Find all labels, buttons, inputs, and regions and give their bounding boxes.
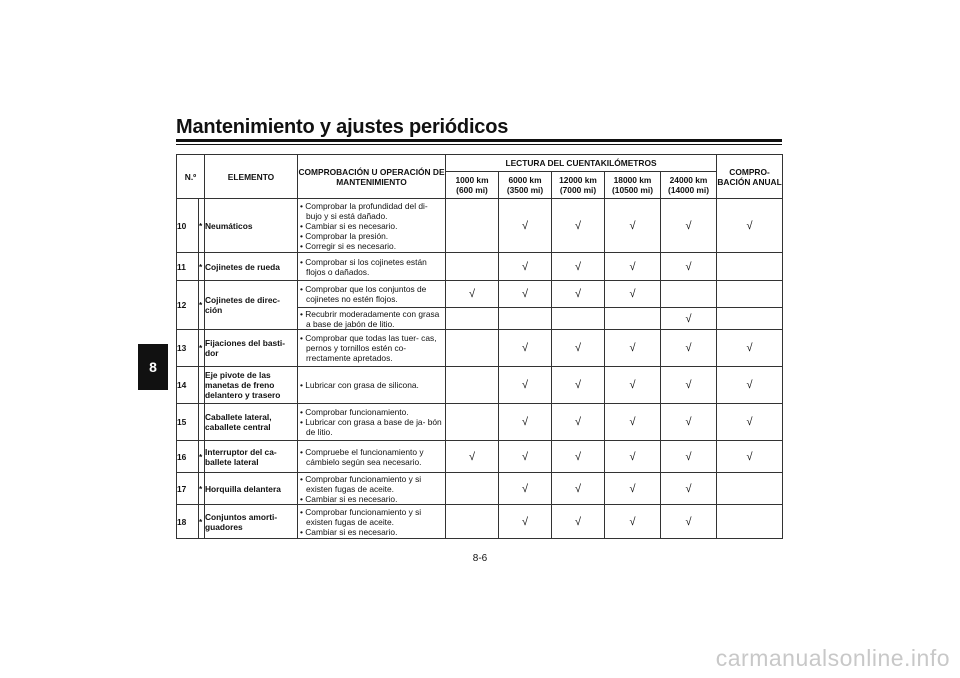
check-mark-cell [446,308,499,330]
row-number: 14 [177,367,199,404]
check-mark-cell: √ [605,367,661,404]
check-mark-cell: √ [717,404,783,441]
element-name: Fijaciones del basti- dor [205,330,298,367]
element-name: Neumáticos [205,199,298,253]
check-mark-cell [446,505,499,539]
operation-cell [298,441,446,473]
check-mark-cell: √ [499,473,552,505]
interval-mi: (600 mi) [456,185,488,195]
check-mark-cell: √ [605,473,661,505]
operation-cell [298,330,446,367]
row-number: 18 [177,505,199,539]
table-row [177,253,783,281]
check-mark-cell: √ [661,199,717,253]
check-mark-cell: √ [661,330,717,367]
check-mark-cell [499,308,552,330]
check-mark-cell [717,253,783,281]
check-mark-cell: √ [717,199,783,253]
operation-item: • Comprobar funcionamiento y si existen fugas de aceite. [300,473,422,494]
check-mark-cell: √ [661,473,717,505]
operation-list [298,507,445,537]
header-check: COMPROBACIÓN U OPERACIÓN DE MANTENIMIENTO [298,155,446,199]
asterisk-marker: * [199,505,205,539]
check-mark-cell: √ [661,404,717,441]
element-name: Horquilla delantera [205,473,298,505]
check-mark-cell [446,367,499,404]
check-mark-cell: √ [605,199,661,253]
operation-list [298,309,445,329]
title-rule-thin [176,144,782,145]
operation-list [298,447,445,467]
check-mark-cell: √ [499,505,552,539]
chapter-tab: 8 [138,344,168,390]
row-number: 17 [177,473,199,505]
operation-cell [298,199,446,253]
operation-cell [298,281,446,308]
maintenance-table [176,154,783,539]
operation-item: • Comprobar la presión. [300,230,389,241]
asterisk-marker: * [199,473,205,505]
check-mark-cell: √ [552,199,605,253]
row-number: 15 [177,404,199,441]
table-row [177,330,783,367]
watermark: carmanualsonline.info [715,645,950,671]
operation-list [298,474,445,504]
operation-cell [298,473,446,505]
operation-item: • Cambiar si es necesario. [300,526,398,537]
check-mark-cell [446,404,499,441]
check-mark-cell: √ [661,367,717,404]
page-title: Mantenimiento y ajustes periódicos [176,116,509,138]
operation-cell [298,404,446,441]
check-mark-cell [552,308,605,330]
check-mark-cell: √ [499,253,552,281]
operation-list [298,284,445,304]
table-row [177,281,783,308]
header-annual: COMPRO- BACIÓN ANUAL [717,155,783,199]
asterisk-marker: * [199,253,205,281]
operation-list [298,257,445,277]
operation-item: • Lubricar con grasa a base de ja- bón de litio. [300,417,442,437]
operation-cell [298,367,446,404]
check-mark-cell: √ [499,441,552,473]
check-mark-cell: √ [552,505,605,539]
operation-item: • Comprobar la profundidad del di- bujo y si está dañado. [300,200,428,221]
check-mark-cell [605,308,661,330]
operation-list [298,201,445,251]
check-mark-cell: √ [552,330,605,367]
check-mark-cell: √ [499,330,552,367]
check-mark-cell: √ [605,441,661,473]
asterisk-marker: * [199,199,205,253]
asterisk-marker: * [199,281,205,330]
check-mark-cell: √ [661,505,717,539]
interval-mi: (10500 mi) [612,185,653,195]
element-name: Conjuntos amorti- guadores [205,505,298,539]
check-mark-cell: √ [661,441,717,473]
operation-item: • Comprobar que todas las tuer- cas, pernos y tornillos estén co- rrectamente apretados. [300,333,437,363]
check-mark-cell [446,253,499,281]
operation-list [298,380,445,390]
check-mark-cell: √ [446,441,499,473]
check-mark-cell [717,505,783,539]
operation-item: • Recubrir moderadamente con grasa a base de jabón de litio. [300,308,440,329]
check-mark-cell: √ [552,367,605,404]
check-mark-cell: √ [717,441,783,473]
title-rule [176,139,782,142]
operation-item: • Cambiar si es necesario. [300,493,398,504]
check-mark-cell: √ [499,404,552,441]
check-mark-cell [446,330,499,367]
operation-item: • Comprobar que los conjuntos de cojinetes no estén flojos. [300,284,427,304]
interval-header [552,172,605,199]
row-number: 11 [177,253,199,281]
check-mark-cell [717,473,783,505]
row-number: 10 [177,199,199,253]
table-row [177,199,783,253]
check-mark-cell: √ [552,473,605,505]
check-mark-cell: √ [605,253,661,281]
check-mark-cell: √ [499,367,552,404]
interval-km: 1000 km [455,175,489,185]
check-mark-cell: √ [717,367,783,404]
element-name: Cojinetes de rueda [205,253,298,281]
operation-cell [298,308,446,330]
interval-header [605,172,661,199]
row-number: 12 [177,281,199,330]
asterisk-marker: * [199,330,205,367]
check-mark-cell: √ [499,281,552,308]
check-mark-cell [661,281,717,308]
interval-header [499,172,552,199]
check-mark-cell: √ [605,404,661,441]
interval-mi: (14000 mi) [668,185,709,195]
table-row [177,441,783,473]
table-row [177,505,783,539]
check-mark-cell: √ [552,281,605,308]
row-number: 16 [177,441,199,473]
interval-km: 24000 km [669,175,708,185]
check-mark-cell: √ [661,253,717,281]
table-row [177,473,783,505]
interval-mi: (3500 mi) [506,185,544,195]
check-mark-cell: √ [552,404,605,441]
check-mark-cell: √ [605,330,661,367]
check-mark-cell [717,308,783,330]
operation-list [298,407,445,437]
operation-item: • Comprobar si los cojinetes están flojos o dañados. [300,256,427,277]
operation-cell [298,253,446,281]
check-mark-cell: √ [717,330,783,367]
header-odometer: LECTURA DEL CUENTAKILÓMETROS [446,155,717,172]
interval-header [661,172,717,199]
operation-cell [298,505,446,539]
interval-km: 6000 km [508,175,542,185]
interval-mi: (7000 mi) [559,185,597,195]
check-mark-cell [717,281,783,308]
row-number: 13 [177,330,199,367]
interval-km: 12000 km [559,175,597,185]
asterisk-marker: * [199,441,205,473]
element-name: Interruptor del ca- ballete lateral [205,441,298,473]
operation-item: • Cambiar si es necesario. [300,220,398,231]
check-mark-cell: √ [446,281,499,308]
interval-header [446,172,499,199]
check-mark-cell: √ [499,199,552,253]
check-mark-cell: √ [552,441,605,473]
table-row [177,404,783,441]
operation-item: • Lubricar con grasa de silicona. [300,380,419,390]
check-mark-cell: √ [552,253,605,281]
element-name: Cojinetes de direc- ción [205,281,298,330]
check-mark-cell: √ [661,308,717,330]
page-number: 8-6 [472,553,488,564]
table-row [177,367,783,404]
operation-item: • Compruebe el funcionamiento y cámbielo según sea necesario. [300,446,424,467]
interval-km: 18000 km [613,175,652,185]
element-name: Eje pivote de las manetas de freno delantero y trasero [205,367,298,404]
operation-item: • Comprobar funcionamiento. [300,407,409,417]
element-name: Caballete lateral, caballete central [205,404,298,441]
header-element: ELEMENTO [205,155,298,199]
operation-list [298,333,445,363]
check-mark-cell [446,199,499,253]
check-mark-cell: √ [605,281,661,308]
check-mark-cell [446,473,499,505]
header-no: N.º [177,155,205,199]
operation-item: • Comprobar funcionamiento y si existen fugas de aceite. [300,506,422,527]
operation-item: • Corregir si es necesario. [300,240,397,251]
check-mark-cell: √ [605,505,661,539]
